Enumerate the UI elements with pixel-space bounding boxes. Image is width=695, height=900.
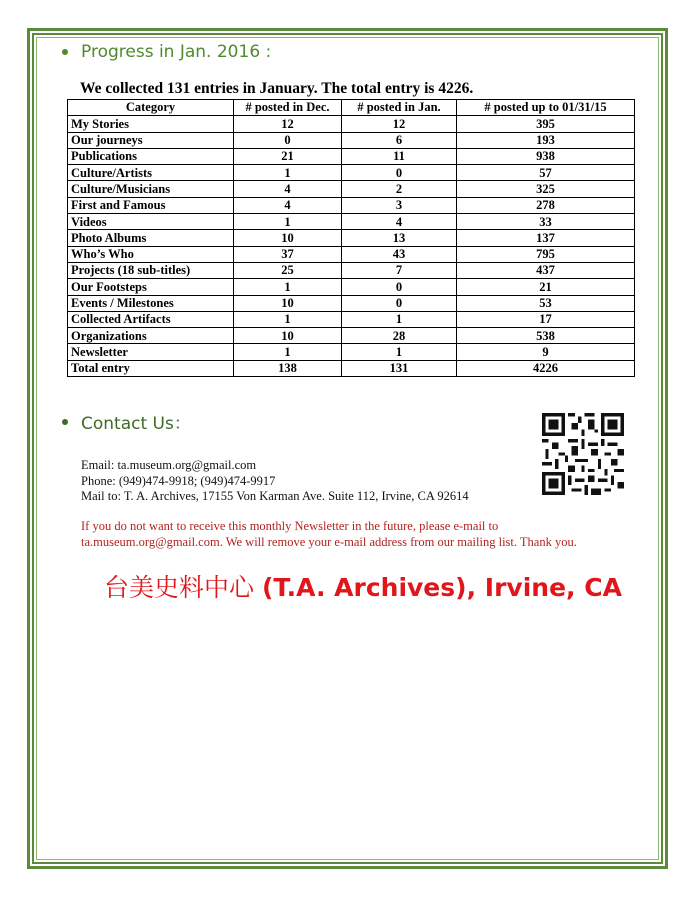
cell-dec: 37	[234, 246, 342, 262]
table-header-row	[68, 100, 635, 116]
cell-dec: 1	[234, 344, 342, 360]
cell-total: 795	[457, 246, 635, 262]
cell-jan: 12	[342, 116, 457, 132]
cell-category: Photo Albums	[68, 230, 234, 246]
cell-category: Total entry	[68, 360, 234, 376]
cell-dec: 10	[234, 328, 342, 344]
cell-dec: 4	[234, 197, 342, 213]
cell-jan: 7	[342, 262, 457, 278]
cell-total: 4226	[457, 360, 635, 376]
table-row	[68, 344, 635, 360]
cell-jan: 6	[342, 132, 457, 148]
cell-category: Collected Artifacts	[68, 311, 234, 327]
unsubscribe-line-2: ta.museum.org@gmail.com. We will remove your e-mail address from our mailing list. Thank you.	[81, 534, 577, 549]
contact-heading-text: Contact Us：	[81, 414, 191, 434]
table-row	[68, 230, 635, 246]
table-row	[68, 214, 635, 230]
cell-jan: 28	[342, 328, 457, 344]
cell-total: 137	[457, 230, 635, 246]
table-row	[68, 132, 635, 148]
header-total: # posted up to 01/31/15	[457, 100, 635, 116]
progress-summary: We collected 131 entries in January. The total entry is 4226.	[80, 80, 474, 97]
cell-category: Who’s Who	[68, 246, 234, 262]
cell-dec: 1	[234, 214, 342, 230]
table-row	[68, 165, 635, 181]
cell-category: First and Famous	[68, 197, 234, 213]
table-row	[68, 360, 635, 376]
table-row	[68, 279, 635, 295]
cell-jan: 43	[342, 246, 457, 262]
cell-category: My Stories	[68, 116, 234, 132]
cell-jan: 4	[342, 214, 457, 230]
bullet-icon	[62, 419, 68, 425]
cell-category: Projects (18 sub-titles)	[68, 262, 234, 278]
cell-total: 193	[457, 132, 635, 148]
cell-total: 538	[457, 328, 635, 344]
cell-jan: 131	[342, 360, 457, 376]
cell-category: Events / Milestones	[68, 295, 234, 311]
cell-jan: 3	[342, 197, 457, 213]
table-row	[68, 295, 635, 311]
cell-dec: 25	[234, 262, 342, 278]
table-row	[68, 148, 635, 164]
table-row	[68, 116, 635, 132]
cell-total: 938	[457, 148, 635, 164]
cell-category: Organizations	[68, 328, 234, 344]
cell-total: 278	[457, 197, 635, 213]
cell-category: Culture/Artists	[68, 165, 234, 181]
table-row	[68, 328, 635, 344]
organization-name-chinese: 台美史料中心	[104, 573, 262, 602]
cell-total: 21	[457, 279, 635, 295]
cell-jan: 13	[342, 230, 457, 246]
cell-total: 33	[457, 214, 635, 230]
qr-code-icon	[542, 413, 624, 495]
header-category: Category	[68, 100, 234, 116]
cell-total: 437	[457, 262, 635, 278]
bullet-icon	[62, 49, 68, 55]
header-jan: # posted in Jan.	[342, 100, 457, 116]
organization-title	[104, 568, 622, 604]
cell-dec: 10	[234, 230, 342, 246]
cell-dec: 10	[234, 295, 342, 311]
contact-phone: Phone: (949)474-9918; (949)474-9917	[81, 473, 276, 488]
table-row	[68, 311, 635, 327]
cell-jan: 0	[342, 165, 457, 181]
cell-jan: 11	[342, 148, 457, 164]
cell-jan: 1	[342, 311, 457, 327]
cell-dec: 1	[234, 279, 342, 295]
cell-total: 17	[457, 311, 635, 327]
table-row	[68, 197, 635, 213]
unsubscribe-line-1: If you do not want to receive this monthly Newsletter in the future, please e-mail to	[81, 519, 499, 533]
organization-name-english: (T.A. Archives), Irvine, CA	[261, 573, 622, 602]
cell-total: 9	[457, 344, 635, 360]
table-row	[68, 246, 635, 262]
contact-info	[81, 458, 469, 505]
progress-heading-text: Progress in Jan. 2016 :	[81, 42, 272, 62]
cell-total: 395	[457, 116, 635, 132]
cell-dec: 1	[234, 311, 342, 327]
contact-email: Email: ta.museum.org@gmail.com	[81, 458, 257, 472]
cell-category: Culture/Musicians	[68, 181, 234, 197]
progress-table	[67, 99, 635, 377]
cell-category: Our journeys	[68, 132, 234, 148]
cell-dec: 21	[234, 148, 342, 164]
contact-mail: Mail to: T. A. Archives, 17155 Von Karman Ave. Suite 112, Irvine, CA 92614	[81, 489, 469, 503]
unsubscribe-notice	[81, 519, 641, 550]
cell-total: 57	[457, 165, 635, 181]
cell-category: Videos	[68, 214, 234, 230]
cell-dec: 1	[234, 165, 342, 181]
table-row	[68, 262, 635, 278]
cell-jan: 0	[342, 279, 457, 295]
cell-dec: 4	[234, 181, 342, 197]
cell-dec: 12	[234, 116, 342, 132]
cell-category: Our Footsteps	[68, 279, 234, 295]
header-dec: # posted in Dec.	[234, 100, 342, 116]
cell-category: Publications	[68, 148, 234, 164]
table-row	[68, 181, 635, 197]
cell-jan: 2	[342, 181, 457, 197]
cell-total: 53	[457, 295, 635, 311]
cell-dec: 0	[234, 132, 342, 148]
contact-heading	[62, 409, 191, 434]
cell-total: 325	[457, 181, 635, 197]
cell-dec: 138	[234, 360, 342, 376]
cell-jan: 0	[342, 295, 457, 311]
cell-category: Newsletter	[68, 344, 234, 360]
cell-jan: 1	[342, 344, 457, 360]
progress-heading	[62, 42, 271, 62]
